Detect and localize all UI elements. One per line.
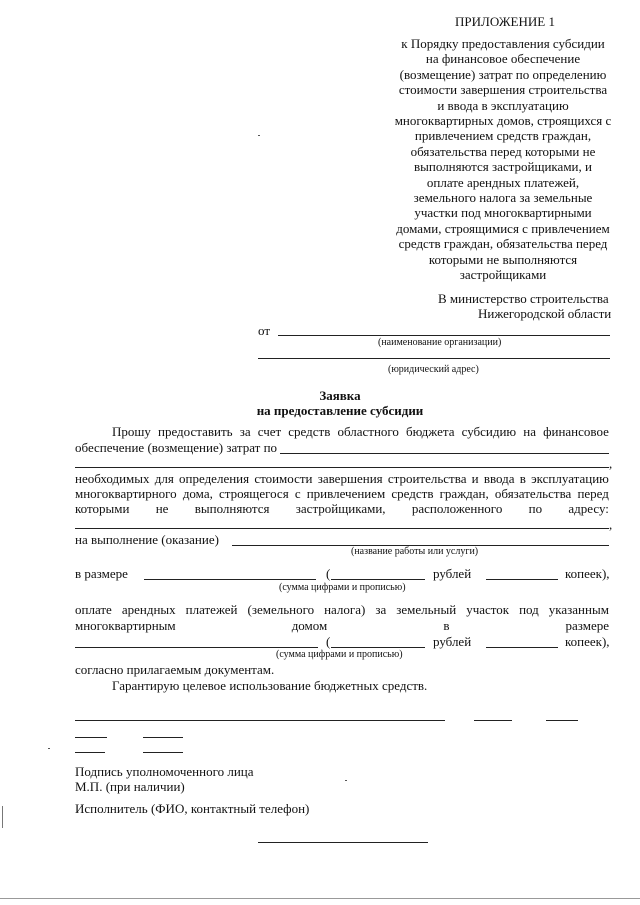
word: необходимых [75,471,150,486]
amount2-caption: (сумма цифрами и прописью) [276,649,403,660]
scan-speck [48,748,50,749]
word: дома, [182,486,213,501]
p2-line1 [75,471,609,486]
word: налога) [324,602,366,617]
appendix-line: застройщиками [459,267,547,283]
word: с [294,486,301,501]
stamp-label: М.П. (при наличии) [75,779,185,794]
p1-line1 [112,424,609,439]
signature-name-field[interactable] [546,720,578,721]
word: арендных [121,602,176,617]
word: эксплуатацию [531,471,609,486]
scan-speck [258,135,260,136]
trailing-comma-1: , [609,456,613,471]
legal-address-caption: (юридический адрес) [388,364,479,375]
scan-bottom-edge [0,898,640,899]
amount-open-paren: ( [326,566,331,581]
word: многоквартирным [75,618,176,633]
word: под [519,602,539,617]
p2-line2 [75,486,609,501]
expense-purpose-field[interactable] [280,453,609,454]
amount-label: в размере [75,566,128,581]
word: субсидию [461,424,517,439]
from-label: от [258,323,271,338]
word: многоквартирного [75,486,177,501]
word: оплате [75,602,112,617]
word: в [443,618,450,633]
guarantee-statement: Гарантирую целевое использование бюджетных средств. [112,678,428,693]
p3-line1 [75,602,609,617]
word: застройщиками, [295,501,386,516]
org-name-caption: (наименование организации) [378,337,502,348]
word: Прошу [112,424,151,439]
appendix-line: и ввода в эксплуатацию [437,97,569,113]
trailing-comma-2: , [609,517,613,532]
amount2-open-paren: ( [326,634,331,649]
word: областного [337,424,399,439]
p3-line2 [75,618,609,633]
word: за [375,602,387,617]
amount-kopecks-field[interactable] [486,579,558,580]
signature-label: Подпись уполномоченного лица [75,764,254,779]
work-label: на выполнение (оказание) [75,532,219,547]
appendix-line: земельного налога за земельные [413,190,593,206]
amount2-field[interactable] [75,647,318,648]
word: выполняются [194,501,270,516]
word: стоимости [254,471,313,486]
signatory-position-field[interactable] [75,720,445,721]
word: привлечением [306,486,386,501]
appendix-line: многоквартирных домов, строящихся с [394,113,612,129]
word: и [471,471,479,486]
word: строительства [387,471,467,486]
date-field-3[interactable] [143,752,183,753]
word: (земельного [247,602,315,617]
word: финансовое [543,424,609,439]
word: которыми [75,501,130,516]
scan-edge-mark [2,806,3,828]
appendix-line: (возмещение) затрат по определению [399,66,607,82]
appendix-line: участки под многоквартирными [414,205,592,221]
appendix-line: выполняются застройщиками, и [414,159,592,175]
word: обязательства [494,486,572,501]
attached-docs: согласно прилагаемым документам. [75,662,275,677]
legal-address-field[interactable] [258,358,610,359]
word: бюджета [406,424,455,439]
word: предоставить [158,424,233,439]
appendix-line: которыми не выполняются [428,251,578,267]
executor-label: Исполнитель (ФИО, контактный телефон) [75,801,310,816]
word: домом [291,618,328,633]
word: за [239,424,251,439]
amount-field[interactable] [144,579,316,580]
word: средств [288,424,331,439]
word: в [519,471,526,486]
appendix-line: стоимости завершения строительства [398,82,608,98]
word: размере [565,618,609,633]
p1-line2: обеспечение (возмещение) затрат по [75,440,278,455]
word: платежей [185,602,238,617]
appendix-line: на финансовое обеспечение [425,51,581,67]
appendix-line: домами, строящимися с привлечением [396,220,610,236]
word: указанным [548,602,609,617]
amount2-rubles-field[interactable] [331,647,425,648]
date-month-field[interactable] [143,737,183,738]
word: для [154,471,174,486]
word: не [155,501,169,516]
rubles2-label: рублей [433,634,472,649]
amount2-kopecks-field[interactable] [486,647,558,648]
date-field-2[interactable] [75,752,105,753]
appendix-line: обязательства перед которыми не [410,143,596,159]
appendix-line: к Порядку предоставления субсидии [401,36,605,51]
amount-caption: (сумма цифрами и прописью) [279,582,406,593]
word: завершения [317,471,383,486]
word: граждан, [439,486,489,501]
form-subtitle: на предоставление субсидии [256,403,424,418]
kopecks-label: копеек), [565,566,610,581]
word: ввода [483,471,515,486]
word: перед [577,486,609,501]
word: по [528,501,543,516]
work-caption: (название работы или услуги) [351,546,479,557]
word: определения [179,471,250,486]
scan-speck [345,780,347,781]
word: средств [391,486,434,501]
addressee-ministry: В министерство строительства [438,291,609,306]
addressee-region: Нижегородской области [478,306,612,321]
appendix-title: ПРИЛОЖЕНИЕ 1 [455,14,555,29]
word: счет [257,424,282,439]
word: строящегося [218,486,289,501]
appendix-line: средств граждан, обязательства перед [398,236,608,252]
executor-field[interactable] [258,842,428,843]
amount-rubles-field[interactable] [331,579,425,580]
kopecks2-label: копеек), [565,634,610,649]
appendix-reference [378,36,628,283]
appendix-line: оплате арендных платежей, [426,174,580,190]
org-name-field[interactable] [278,335,610,336]
address-field[interactable] [75,528,609,529]
word: на [523,424,536,439]
p2-line3 [75,501,609,516]
signature-field[interactable] [474,720,512,721]
rubles-label: рублей [433,566,472,581]
expense-purpose-field-2[interactable] [75,467,609,468]
date-day-field[interactable] [75,737,107,738]
form-title: Заявка [319,388,361,403]
word: земельный [396,602,457,617]
word: расположенного [411,501,503,516]
appendix-line: привлечением средств граждан, [414,128,592,144]
word: участок [466,602,510,617]
word: адресу: [568,501,609,516]
